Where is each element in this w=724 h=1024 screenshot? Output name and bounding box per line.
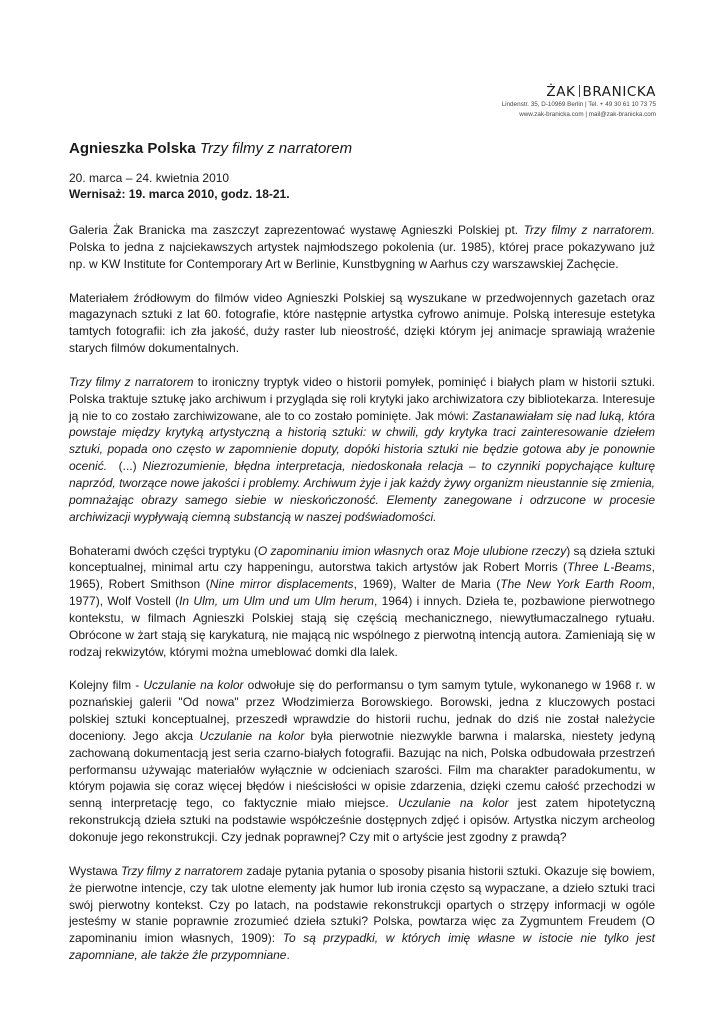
logo-divider (579, 85, 580, 97)
text-run: zadaje pytania pytania o sposoby pisania historii sztuki. Okazuje się bowiem, że pierwotne intencje, czy tak ulotne elementy jak humor lub ironia często są wypaczane, a dzieło sztuki traci swój pierwotny kontekst. Czy po latach, na podstawie rekonstrukcji opartych o strzępy informacji w ogóle jesteśmy w stanie poprawnie zrozumieć dzieła sztuki? Polska, powtarza więc za Zygmuntem Freudem (O zapominaniu imion własnych, 1909): (69, 863, 655, 946)
letterhead (502, 84, 656, 119)
paragraph-exhibition (69, 863, 655, 964)
paragraph-triptych (69, 374, 655, 526)
text-run: Wystawa (69, 863, 121, 878)
text-run: jest zatem hipotetyczną rekonstrukcją dzieła sztuki na podstawie współcześnie dostępnych zdjęć i opisów. Artystka niczym archeolog dokonuje jego rekonstrukcji. Czy jednak poprawnej? Czy mit o artyście jest zgodny z prawdą? (69, 796, 655, 844)
text-run-italic: Niezrozumienie, błędna interpretacja, niedoskonała relacja – to czynniki popychające kulturę naprzód, tworzące nowe jakości i problemy. Archiwum żyje i jak każdy żywy organizm nieustannie się zmienia, pomnażając obrazy samego siebie w nieskończoność. Elementy zanegowane i odrzucone w procesie archiwizacji wypływają ciemną substancją w naszej podświadomości. (69, 459, 655, 524)
text-run: odwołuje się do performansu o tym samym tytule, wykonanego w 1968 r. w poznańskiej galerii "Od nowa" przez Włodzimierza Borowskiego. Borowski, jedna z kluczowych postaci polskiej sztuki konceptualnej, przeszedł wprawdzie do historii ruchu, jednak do dziś nie został należycie doceniony. Jego akcja (69, 678, 655, 743)
text-run: , 1965), Robert Smithson ( (69, 560, 655, 592)
text-run: . (286, 948, 290, 963)
text-run-italic: Trzy filmy z narratorem (120, 863, 243, 878)
page-title (69, 139, 655, 158)
vernissage-info: Wernisaż: 19. marca 2010, godz. 18-21. (69, 187, 290, 201)
text-run-italic: Uczulanie na kolor (199, 728, 305, 743)
letterhead-address: Lindenstr. 35, D-10969 Berlin | Tel. + 49 30 61 10 73 75 (501, 101, 656, 108)
text-run-italic: Uczulanie na kolor (143, 678, 244, 693)
text-run-italic: Uczulanie na kolor (397, 796, 509, 811)
text-run-italic: O zapominaniu imion własnych (257, 543, 424, 558)
exhibition-dates: 20. marca – 24. kwietnia 2010 (69, 171, 230, 185)
text-run: Polska to jedna z najciekawszych artystek najmłodszego pokolenia (ur. 1985), której prace pokazywano już np. w KW Institute for Contemporary Art w Berlinie, Kunstbygning w Aarhus czy warszawskiej Zachęcie. (69, 239, 655, 271)
gallery-logo (502, 84, 656, 100)
text-run-italic: Three L-Beams (567, 560, 652, 575)
logo-right: BRANICKA (582, 84, 656, 100)
text-run: Kolejny film - (69, 678, 144, 693)
paragraph-heroes (69, 543, 655, 661)
text-run-italic: Moje ulubione rzeczy (453, 543, 567, 558)
document-body (69, 139, 655, 964)
text-run-italic: The New York Earth Room (500, 577, 652, 592)
text-run: (...) (107, 459, 143, 474)
text-run: , 1964) i innych. Dzieła te, pozbawione pierwotnego kontekstu, w filmach Agnieszki Polskiej stają się częścią mechanicznego, niewytłumaczalnego rytuału. Obrócone w żart stają się karykaturą, nie mającą nic wspólnego z pierwotną intencją autora. Zamieniają się w rodzaj rekwizytów, którymi można umeblować domki dla lalek. (69, 594, 655, 659)
text-run-italic: Trzy filmy z narratorem (69, 374, 194, 389)
text-run: oraz (423, 543, 454, 558)
artist-name: Agnieszka Polska (69, 140, 196, 157)
letterhead-web: www.zak-branicka.com | mail@zak-branicka.com (519, 110, 656, 118)
paragraph-source-material (69, 290, 655, 357)
text-run: Galeria Żak Branicka ma zaszczyt zaprezentować wystawę Agnieszki Polskiej pt. (69, 223, 524, 237)
text-run-italic: Nine mirror displacements (209, 577, 354, 592)
text-run: , 1969), Walter de Maria ( (353, 577, 501, 592)
text-run: była pierwotnie niezwykle barwna i malarska, niestety jedyną zachowaną dokumentacją jest seria czarno-białych fotografii. Bazując na nich, Polska odbudowała przestrzeń performansu używając materiałów wyłącznie w odcieniach szarości. Film ma charakter paradokumentu, w którym pojawia się coraz więcej błędów i nieścisłości w opisie zdarzenia, dzięki czemu całość przechodzi w senną interpretację tego, co faktycznie miało miejsce. (69, 728, 656, 811)
text-run-italic: Zastanawiałam się nad luką, która powstaje między krytyką artystyczną a historią sztuki: w chwili, gdy krytyka traci zainteresowanie dziełem sztuki, popada ono często w zapomnienie doputy, dopóki historia sztuki nie będzie gotowa aby je ponownie ocenić. (69, 408, 655, 474)
text-run-italic: In Ulm, um Ulm und um Ulm herum (179, 594, 374, 609)
exhibition-title: Trzy filmy z narratorem (199, 140, 353, 157)
paragraph-color-film (69, 677, 655, 845)
text-run: to ironiczny tryptyk video o historii pomyłek, pominięć i białych plam w historii sztuki. Polska traktuje sztukę jako archiwum i przygląda się roli krytyki jako archiwizatora czy bibliotekarza. Interesuje ją nie to co zostało zarchiwizowane, ale to co zostało pominięte. Jak mówi: (69, 374, 656, 423)
text-run-italic: Trzy filmy z narratorem. (523, 223, 655, 237)
text-run: , 1977), Wolf Vostell ( (69, 577, 655, 609)
paragraph-intro (69, 222, 655, 273)
text-run: Bohaterami dwóch części tryptyku ( (69, 543, 258, 558)
text-run-italic: To są przypadki, w których imię własne w istocie nie tylko jest zapomniane, ale także źle przypomniane (69, 931, 655, 963)
text-run: ) są dzieła sztuki konceptualnej, minimal artu czy happeningu, autorstwa takich artystów jak Robert Morris ( (69, 543, 655, 575)
exhibition-dates-block (69, 170, 655, 202)
logo-left: ŻAK (546, 84, 576, 100)
text-run: Materiałem źródłowym do filmów video Agnieszki Polskiej są wyszukane w przedwojennych gazetach oraz magazynach sztuki z lat 60. fotografie, które następnie artystka cyfrowo animuje. Polską interesuje estetyka tamtych fotografii: ich zła jakość, duży raster lub nieostrość, dzięki którym jej animacje sprawiają wrażenie starych filmów dokumentalnych. (69, 290, 655, 356)
